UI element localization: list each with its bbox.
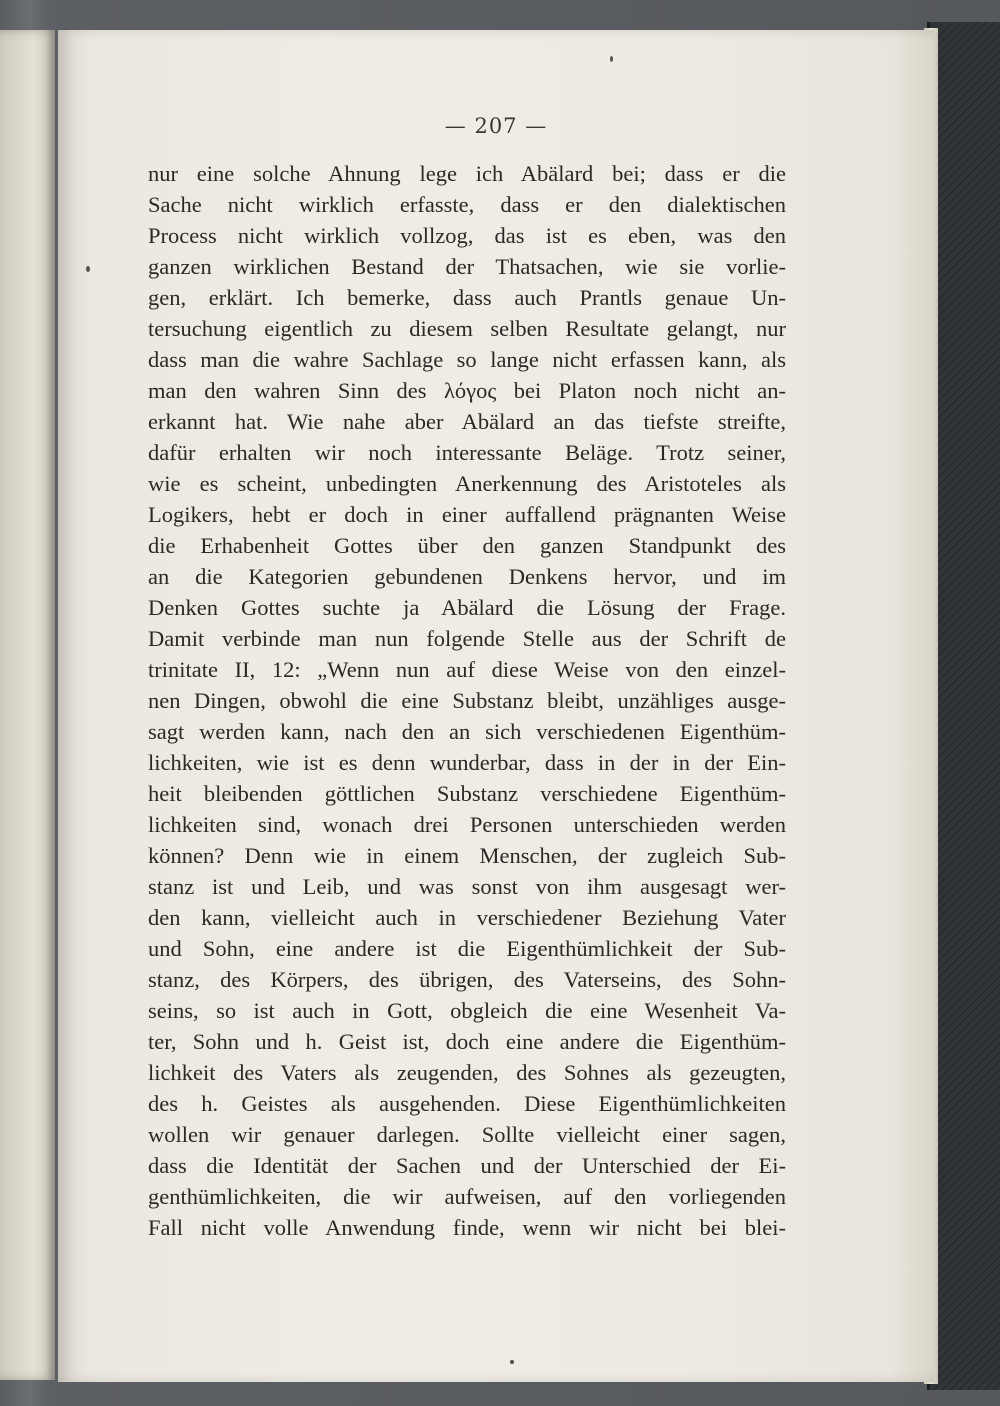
text-line: nur eine solche Ahnung lege ich Abälard bei; dass er die (148, 161, 786, 186)
text-line: gen, erklärt. Ich bemerke, dass auch Prantls genaue Un- (148, 285, 786, 310)
text-line: stanz, des Körpers, des übrigen, des Vaterseins, des Sohn- (148, 967, 786, 992)
text-line: des h. Geistes als ausgehenden. Diese Eigenthümlichkeiten (148, 1091, 786, 1116)
text-line: nen Dingen, obwohl die eine Substanz bleibt, unzähliges ausge- (148, 688, 786, 713)
book-page (58, 30, 934, 1382)
page-number: — 207 — (444, 114, 548, 138)
text-line: seins, so ist auch in Gott, obgleich die eine Wesenheit Va- (148, 998, 786, 1023)
text-line: dafür erhalten wir noch interessante Beläge. Trotz seiner, (148, 440, 786, 465)
text-line: lichkeiten, wie ist es denn wunderbar, dass in der in der Ein- (148, 750, 786, 775)
text-line: tersuchung eigentlich zu diesem selben Resultate gelangt, nur (148, 316, 786, 341)
text-line: erkannt hat. Wie nahe aber Abälard an das tiefste streifte, (148, 409, 786, 434)
text-line: trinitate II, 12: „Wenn nun auf diese Weise von den einzel- (148, 657, 786, 682)
ink-speck (86, 266, 90, 272)
text-line: lichkeiten sind, wonach drei Personen unterschieden werden (148, 812, 786, 837)
text-line: man den wahren Sinn des λόγος bei Platon noch nicht an- (148, 378, 786, 403)
text-line: wie es scheint, unbedingten Anerkennung des Aristoteles als (148, 471, 786, 496)
text-line: dass die Identität der Sachen und der Unterschied der Ei- (148, 1153, 786, 1178)
ink-speck (610, 56, 613, 62)
text-line: ganzen wirklichen Bestand der Thatsachen, wie sie vorlie- (148, 254, 786, 279)
text-line: Process nicht wirklich vollzog, das ist es eben, was den (148, 223, 786, 248)
text-line: dass man die wahre Sachlage so lange nicht erfassen kann, als (148, 347, 786, 372)
text-line: sagt werden kann, nach den an sich verschiedenen Eigenthüm- (148, 719, 786, 744)
text-line: genthümlichkeiten, die wir aufweisen, auf den vorliegenden (148, 1184, 786, 1209)
left-page-edge (0, 30, 55, 1380)
ink-speck (510, 1360, 514, 1364)
text-line: Logikers, hebt er doch in einer auffallend prägnanten Weise (148, 502, 786, 527)
text-line: wollen wir genauer darlegen. Sollte vielleicht einer sagen, (148, 1122, 786, 1147)
text-line: an die Kategorien gebundenen Denkens hervor, und im (148, 564, 786, 589)
text-line: können? Denn wie in einem Menschen, der zugleich Sub- (148, 843, 786, 868)
text-line: und Sohn, eine andere ist die Eigenthümlichkeit der Sub- (148, 936, 786, 961)
text-line: lichkeit des Vaters als zeugenden, des Sohnes als gezeugten, (148, 1060, 786, 1085)
text-line: Fall nicht volle Anwendung finde, wenn wir nicht bei blei- (148, 1215, 786, 1240)
text-line: Sache nicht wirklich erfasste, dass er den dialektischen (148, 192, 786, 217)
text-line: Denken Gottes suchte ja Abälard die Lösung der Frage. (148, 595, 786, 620)
body-text (148, 158, 786, 1243)
text-line: ter, Sohn und h. Geist ist, doch eine andere die Eigenthüm- (148, 1029, 786, 1054)
text-line: Damit verbinde man nun folgende Stelle aus der Schrift de (148, 626, 786, 651)
text-line: den kann, vielleicht auch in verschiedener Beziehung Vater (148, 905, 786, 930)
text-line: heit bleibenden göttlichen Substanz verschiedene Eigenthüm- (148, 781, 786, 806)
text-line: stanz ist und Leib, und was sonst von ihm ausgesagt wer- (148, 874, 786, 899)
text-line: die Erhabenheit Gottes über den ganzen Standpunkt des (148, 533, 786, 558)
